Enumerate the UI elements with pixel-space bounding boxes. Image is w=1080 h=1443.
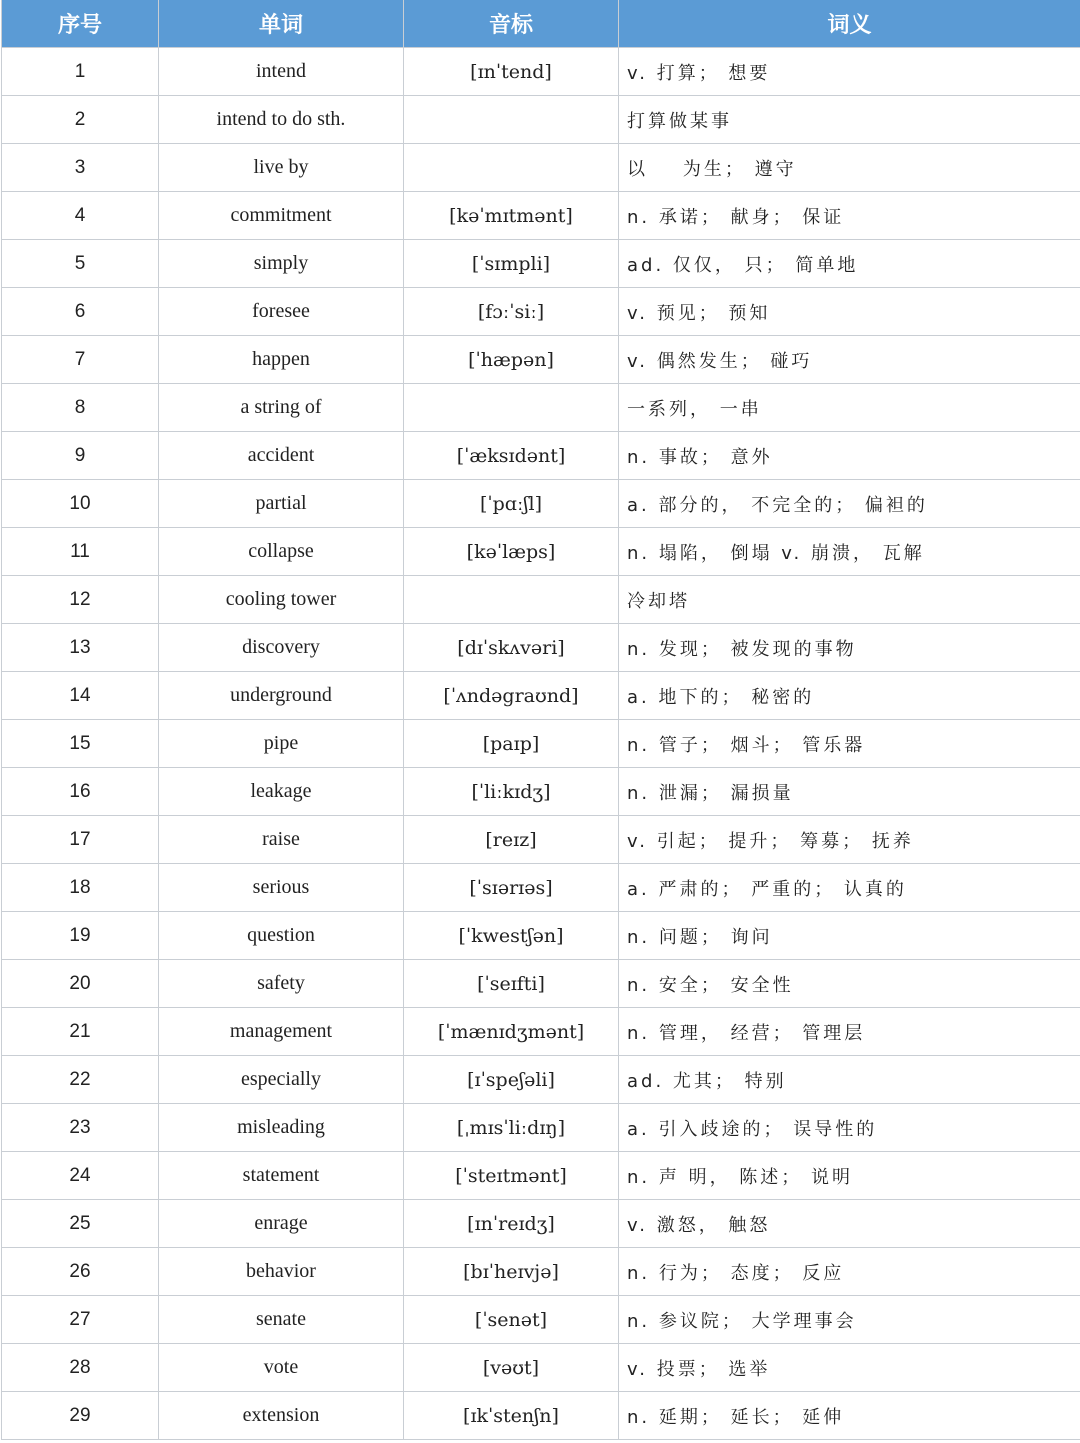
table-row bbox=[2, 624, 1080, 672]
cell-index: 1 bbox=[2, 48, 159, 96]
cell-index: 19 bbox=[2, 912, 159, 960]
cell-meaning: v. 打算； 想要 bbox=[619, 48, 1080, 96]
cell-meaning: v. 偶然发生； 碰巧 bbox=[619, 336, 1080, 384]
cell-meaning: a. 严肃的； 严重的； 认真的 bbox=[619, 864, 1080, 912]
cell-word: senate bbox=[159, 1296, 404, 1344]
cell-phonetic: [ˈliːkɪdʒ] bbox=[404, 768, 619, 816]
cell-phonetic: [fɔːˈsiː] bbox=[404, 288, 619, 336]
cell-meaning: ad. 仅仅， 只； 简单地 bbox=[619, 240, 1080, 288]
cell-meaning: v. 预见； 预知 bbox=[619, 288, 1080, 336]
table-row bbox=[2, 1392, 1080, 1440]
cell-phonetic bbox=[404, 384, 619, 432]
cell-index: 7 bbox=[2, 336, 159, 384]
cell-phonetic: [bɪˈheɪvjə] bbox=[404, 1248, 619, 1296]
cell-meaning: n. 声 明， 陈述； 说明 bbox=[619, 1152, 1080, 1200]
cell-meaning: 以 为生； 遵守 bbox=[619, 144, 1080, 192]
cell-phonetic: [ˈmænɪdʒmənt] bbox=[404, 1008, 619, 1056]
cell-word: behavior bbox=[159, 1248, 404, 1296]
table-row bbox=[2, 1008, 1080, 1056]
cell-word: commitment bbox=[159, 192, 404, 240]
cell-phonetic: [ɪˈspeʃəli] bbox=[404, 1056, 619, 1104]
table-row bbox=[2, 288, 1080, 336]
cell-meaning: 冷却塔 bbox=[619, 576, 1080, 624]
table-row bbox=[2, 96, 1080, 144]
cell-index: 6 bbox=[2, 288, 159, 336]
cell-meaning: a. 地下的； 秘密的 bbox=[619, 672, 1080, 720]
cell-word: cooling tower bbox=[159, 576, 404, 624]
cell-phonetic bbox=[404, 96, 619, 144]
cell-meaning: ad. 尤其； 特别 bbox=[619, 1056, 1080, 1104]
cell-phonetic: [vəʊt] bbox=[404, 1344, 619, 1392]
header-index: 序号 bbox=[2, 0, 159, 48]
cell-meaning: n. 管理， 经营； 管理层 bbox=[619, 1008, 1080, 1056]
cell-index: 28 bbox=[2, 1344, 159, 1392]
cell-meaning: n. 行为； 态度； 反应 bbox=[619, 1248, 1080, 1296]
cell-word: happen bbox=[159, 336, 404, 384]
cell-index: 26 bbox=[2, 1248, 159, 1296]
table-row bbox=[2, 240, 1080, 288]
header-word: 单词 bbox=[159, 0, 404, 48]
cell-index: 17 bbox=[2, 816, 159, 864]
cell-word: statement bbox=[159, 1152, 404, 1200]
cell-phonetic: [kəˈmɪtmənt] bbox=[404, 192, 619, 240]
cell-index: 11 bbox=[2, 528, 159, 576]
table-row bbox=[2, 528, 1080, 576]
cell-phonetic bbox=[404, 576, 619, 624]
table-row bbox=[2, 1056, 1080, 1104]
cell-index: 21 bbox=[2, 1008, 159, 1056]
cell-meaning: n. 发现； 被发现的事物 bbox=[619, 624, 1080, 672]
cell-word: underground bbox=[159, 672, 404, 720]
cell-phonetic: [ɪnˈtend] bbox=[404, 48, 619, 96]
cell-word: live by bbox=[159, 144, 404, 192]
cell-word: misleading bbox=[159, 1104, 404, 1152]
cell-phonetic: [ˈseɪfti] bbox=[404, 960, 619, 1008]
cell-meaning: n. 参议院； 大学理事会 bbox=[619, 1296, 1080, 1344]
cell-index: 25 bbox=[2, 1200, 159, 1248]
cell-index: 13 bbox=[2, 624, 159, 672]
cell-meaning: n. 延期； 延长； 延伸 bbox=[619, 1392, 1080, 1440]
cell-meaning: 一系列， 一串 bbox=[619, 384, 1080, 432]
table-row bbox=[2, 768, 1080, 816]
vocabulary-table bbox=[1, 0, 1080, 1440]
cell-index: 16 bbox=[2, 768, 159, 816]
header-phonetic: 音标 bbox=[404, 0, 619, 48]
cell-phonetic: [dɪˈskʌvəri] bbox=[404, 624, 619, 672]
header-meaning: 词义 bbox=[619, 0, 1080, 48]
table-row bbox=[2, 1296, 1080, 1344]
cell-word: question bbox=[159, 912, 404, 960]
cell-index: 2 bbox=[2, 96, 159, 144]
cell-phonetic: [ˈsɪərɪəs] bbox=[404, 864, 619, 912]
table-row bbox=[2, 336, 1080, 384]
table-row bbox=[2, 1248, 1080, 1296]
cell-word: partial bbox=[159, 480, 404, 528]
table-row bbox=[2, 432, 1080, 480]
table-row bbox=[2, 960, 1080, 1008]
table-row bbox=[2, 480, 1080, 528]
cell-phonetic: [paɪp] bbox=[404, 720, 619, 768]
cell-meaning: v. 引起； 提升； 筹募； 抚养 bbox=[619, 816, 1080, 864]
cell-meaning: n. 泄漏； 漏损量 bbox=[619, 768, 1080, 816]
cell-meaning: n. 事故； 意外 bbox=[619, 432, 1080, 480]
cell-word: foresee bbox=[159, 288, 404, 336]
table-row bbox=[2, 1104, 1080, 1152]
table-row bbox=[2, 1152, 1080, 1200]
cell-index: 14 bbox=[2, 672, 159, 720]
cell-word: extension bbox=[159, 1392, 404, 1440]
cell-phonetic: [ɪkˈstenʃn] bbox=[404, 1392, 619, 1440]
cell-phonetic: [ɪnˈreɪdʒ] bbox=[404, 1200, 619, 1248]
cell-word: enrage bbox=[159, 1200, 404, 1248]
cell-meaning: n. 塌陷， 倒塌 v. 崩溃， 瓦解 bbox=[619, 528, 1080, 576]
cell-index: 18 bbox=[2, 864, 159, 912]
cell-index: 4 bbox=[2, 192, 159, 240]
cell-phonetic: [ˈsɪmpli] bbox=[404, 240, 619, 288]
cell-phonetic: [ˈpɑːʃl] bbox=[404, 480, 619, 528]
cell-index: 10 bbox=[2, 480, 159, 528]
table-row bbox=[2, 1344, 1080, 1392]
cell-word: collapse bbox=[159, 528, 404, 576]
cell-word: especially bbox=[159, 1056, 404, 1104]
cell-word: safety bbox=[159, 960, 404, 1008]
cell-word: serious bbox=[159, 864, 404, 912]
table-row bbox=[2, 1200, 1080, 1248]
cell-meaning: n. 管子； 烟斗； 管乐器 bbox=[619, 720, 1080, 768]
cell-meaning: v. 激怒， 触怒 bbox=[619, 1200, 1080, 1248]
cell-index: 3 bbox=[2, 144, 159, 192]
cell-word: pipe bbox=[159, 720, 404, 768]
cell-word: intend to do sth. bbox=[159, 96, 404, 144]
cell-phonetic: [ˈsteɪtmənt] bbox=[404, 1152, 619, 1200]
cell-phonetic: [kəˈlæps] bbox=[404, 528, 619, 576]
cell-meaning: n. 问题； 询问 bbox=[619, 912, 1080, 960]
cell-word: raise bbox=[159, 816, 404, 864]
cell-phonetic: [ˈʌndəgraʊnd] bbox=[404, 672, 619, 720]
table-row bbox=[2, 864, 1080, 912]
cell-word: vote bbox=[159, 1344, 404, 1392]
table-header bbox=[2, 0, 1080, 48]
table-row bbox=[2, 816, 1080, 864]
cell-meaning: a. 部分的， 不完全的； 偏袒的 bbox=[619, 480, 1080, 528]
cell-phonetic: [ˈsenət] bbox=[404, 1296, 619, 1344]
table-row bbox=[2, 720, 1080, 768]
cell-meaning: 打算做某事 bbox=[619, 96, 1080, 144]
cell-phonetic: [ˈkwestʃən] bbox=[404, 912, 619, 960]
cell-phonetic bbox=[404, 144, 619, 192]
cell-meaning: a. 引入歧途的； 误导性的 bbox=[619, 1104, 1080, 1152]
header-row bbox=[2, 0, 1080, 48]
cell-word: management bbox=[159, 1008, 404, 1056]
cell-word: a string of bbox=[159, 384, 404, 432]
cell-index: 20 bbox=[2, 960, 159, 1008]
cell-index: 12 bbox=[2, 576, 159, 624]
cell-index: 23 bbox=[2, 1104, 159, 1152]
cell-phonetic: [ˈæksɪdənt] bbox=[404, 432, 619, 480]
table-body bbox=[2, 48, 1080, 1440]
table-row bbox=[2, 576, 1080, 624]
cell-phonetic: [reɪz] bbox=[404, 816, 619, 864]
cell-index: 24 bbox=[2, 1152, 159, 1200]
cell-phonetic: [ˈhæpən] bbox=[404, 336, 619, 384]
cell-index: 29 bbox=[2, 1392, 159, 1440]
cell-index: 9 bbox=[2, 432, 159, 480]
cell-word: accident bbox=[159, 432, 404, 480]
cell-word: discovery bbox=[159, 624, 404, 672]
table-row bbox=[2, 144, 1080, 192]
cell-meaning: v. 投票； 选举 bbox=[619, 1344, 1080, 1392]
table-row bbox=[2, 384, 1080, 432]
cell-meaning: n. 安全； 安全性 bbox=[619, 960, 1080, 1008]
cell-word: intend bbox=[159, 48, 404, 96]
cell-index: 15 bbox=[2, 720, 159, 768]
cell-meaning: n. 承诺； 献身； 保证 bbox=[619, 192, 1080, 240]
cell-index: 8 bbox=[2, 384, 159, 432]
table-row bbox=[2, 48, 1080, 96]
cell-phonetic: [ˌmɪsˈliːdɪŋ] bbox=[404, 1104, 619, 1152]
cell-word: simply bbox=[159, 240, 404, 288]
cell-index: 22 bbox=[2, 1056, 159, 1104]
cell-index: 27 bbox=[2, 1296, 159, 1344]
table-row bbox=[2, 672, 1080, 720]
table-row bbox=[2, 912, 1080, 960]
cell-word: leakage bbox=[159, 768, 404, 816]
table-row bbox=[2, 192, 1080, 240]
cell-index: 5 bbox=[2, 240, 159, 288]
